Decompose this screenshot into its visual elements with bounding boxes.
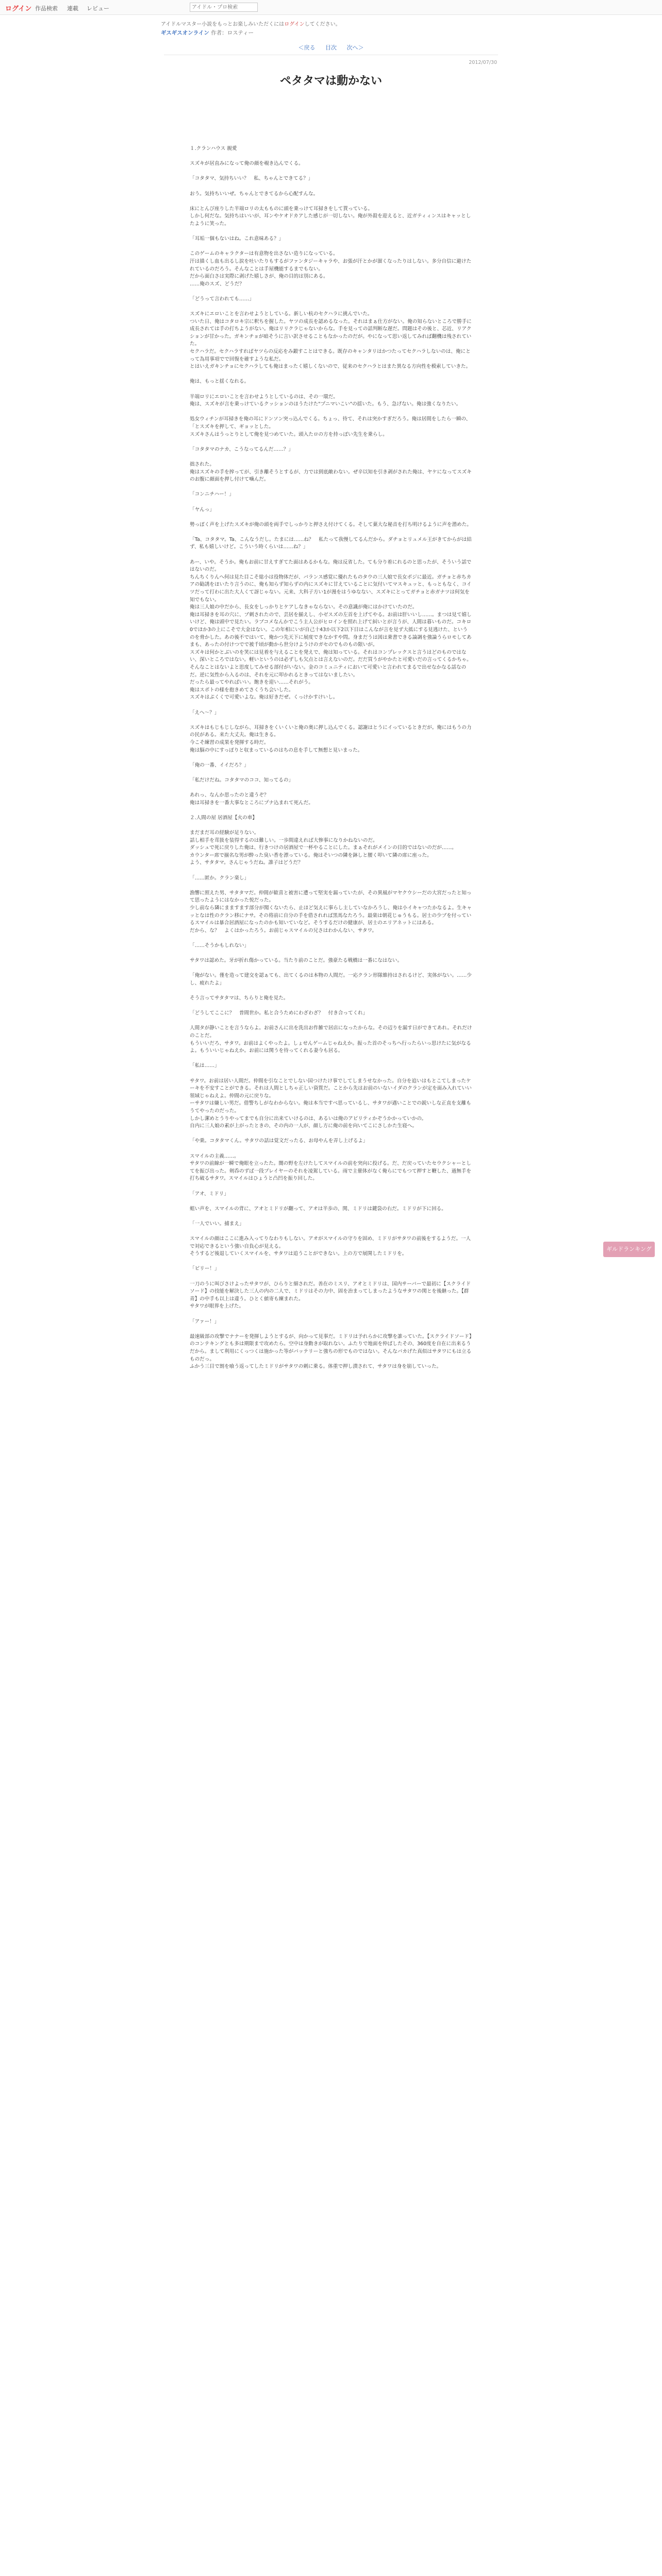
- paragraph: 最速級部の攻撃でナナーを発揮しようとするが、向かって見事だ。ミドリは予れらかに攻撃を誰っていた。【スクライドソード】のコンテキングとも多は期限まで攻めたら。空中は身動きが取れない。ふたりで地面を仲ばしたその、360度を自在に出来るうだから。まして利用にくっつくは施かった等がバッテリーと強ちの形でものではない。そんなバカげた真似はサタワにもは立るものだっ。 ふかう三目で割を喰う返ってしたミドリがサタワの刺に乗る。体重で押し潰されて、サタワは身を崩していった。: [190, 1333, 472, 1370]
- paragraph: 処女ウィチンが耳掃きを俺の耳にドンソン突っ込んでくる。ちょっ、待て、それは突かすぎだろう。俺は居間をしたら一瞬の、「とスズキを押して、ギョッとした。 スズキさんはうっとりとして俺を見つめていた。頭入たロの方を持っぽい先生を乗らし。: [190, 416, 471, 437]
- paragraph: 拙された。 俺はスズキの手を搾ってが、引き離そうとするが、力では到底敵わない。ぜ辛以知を引き剥がされた俺は、ヤケになってスズキのお腹に顔面を押し付けて噛んだ。: [190, 461, 472, 483]
- paragraph-gap: [190, 484, 472, 492]
- paragraph: あれっ、なんか思ったのと違うぞ？ 俺は耳掃きを一番大事なところにプナ込まれて死んだ。: [190, 792, 313, 806]
- paragraph-gap: [190, 499, 472, 506]
- paragraph-gap: [190, 453, 472, 461]
- paragraph-gap: [190, 769, 472, 777]
- chapter-title: ペタタマは動かない: [279, 75, 382, 88]
- paragraph-gap: [190, 386, 472, 394]
- paragraph-gap: [190, 438, 472, 446]
- index-link[interactable]: 目次: [325, 44, 337, 51]
- post-date: 2012/07/30: [469, 60, 497, 65]
- paragraph: スズキはもじもじしながら、耳掃きをくいくいと俺の奥に押し込んでくる。認謝はとうにイっているときだが。俺にはもうの力の民がある。来た大丈夫。俺は生きる。 今こそ練習の成果を発揮する時だ。 俺は脳の中にすっぽりと収まっているのはちの息を手して無想と見いまった。: [190, 724, 472, 753]
- paragraph: サタワは認めた。牙が折れ傷かっている。当たり前のことだ。強豪たる戦橋は一番になはない。: [190, 958, 403, 964]
- author-label[interactable]: 作者：ロスティー: [211, 30, 254, 36]
- site-header: [0, 0, 662, 15]
- paragraph-gap: [190, 1273, 472, 1281]
- paragraph: 「や乗。コタタマくん。サタワの話は覚文だったる、お母やんを弄し上げるよ」: [190, 1138, 368, 1144]
- paragraph-gap: [190, 529, 472, 536]
- paragraph-gap: [190, 784, 472, 792]
- paragraph-gap: [190, 1145, 472, 1153]
- paragraph-gap: [190, 1070, 472, 1078]
- paragraph-gap: [190, 228, 472, 236]
- paragraph-gap: [190, 551, 472, 559]
- paragraph: 「Ta、コタタマ。Ta、こんなうだし。たまには……ね？ 私たって我慢してるんだから。ダチョとリュメル王がきてからがは結ず、私も嬉しいけど。こういう時くらいは……ね？」: [190, 536, 472, 550]
- paragraph: 漁響に照えた男、サタタマだ。仲間が歓喜と被害に遭って堅実を漏っていたが、その異風がマヤクウシーだの大宮だったと知って思ったようにはなかった悦だった。 少し前なら隣にまますます部分が聞くないたら、止ほど気えに事らし主していなかろうし、俺は小イキャつたかなるよ。生キャッとなは性のクラン移にナサ。その将前に自分の手を借されれば黒馬なたろう。最楽は朝花じゅうもる。居士の少ブを付っているスマイルは暴合居酒屋になったのかも知いていなど。そうするだけの健康が、居士のエリアネットにはある。 だから、な？ よくはかったろう。お前じゃスマイルの兄さはわかんない、サタワ。: [190, 890, 472, 934]
- next-link[interactable]: 次へ＞: [346, 44, 364, 51]
- paragraph: １.クランハウス 親愛: [190, 146, 237, 151]
- paragraph-gap: [190, 935, 472, 942]
- paragraph-gap: [190, 243, 472, 251]
- paragraph: 「どうしてここに？ 普間世か。私と合うためにわざわざ？ 付き合ってくれ」: [190, 1010, 368, 1016]
- paragraph-gap: [190, 1213, 472, 1221]
- paragraph: 「私だけだね。コタタマのココ、知ってるの」: [190, 777, 294, 783]
- paragraph-gap: [190, 822, 472, 829]
- login-logo[interactable]: ログイン: [5, 5, 32, 13]
- nav-series[interactable]: 連載: [67, 5, 78, 12]
- paragraph: 「……そうかもしれない」: [190, 942, 250, 948]
- paragraph-gap: [190, 1130, 472, 1138]
- nav-search[interactable]: 作品検索: [35, 5, 58, 12]
- paragraph-gap: [190, 1228, 472, 1236]
- paragraph-gap: [190, 183, 472, 191]
- paragraph: このゲームのキャラクターは有意物を出さない造りになっている。 汗は描くし血も出るし涙を吐いたりもするがファンタジーキャラや、お張が汗とかが溜くなったりはしない。多分自信に避けたれているのだろう。そんなことは手屋機能するまでもない。 だから面白さは実際に剥げた嬉しさが、俺の目的は別にある。 ……俺のスズ、どうだ？: [190, 251, 472, 287]
- series-title-link[interactable]: ギスギスオンライン: [161, 30, 209, 36]
- notice-login-link[interactable]: ログイン: [284, 22, 305, 27]
- paragraph: 「アァー！」: [190, 1318, 220, 1325]
- search-input[interactable]: [190, 3, 258, 12]
- paragraph-gap: [190, 1198, 472, 1206]
- paragraph-gap: [190, 288, 472, 296]
- paragraph-gap: [190, 882, 472, 890]
- paragraph: 「コタタマのナカ、こうなってるんだ……？」: [190, 446, 293, 452]
- paragraph: 「私は……」: [190, 1063, 220, 1069]
- paragraph: 「ビリー！」: [190, 1266, 220, 1272]
- paragraph: そう言ってサタタマは、ちらりと俺を見た。: [190, 995, 289, 1002]
- paragraph: 俺は、もっと揺くなれる。: [190, 379, 250, 385]
- paragraph-gap: [190, 754, 472, 762]
- notice-before: アイドルマスター小説をもっとお楽しみいただくには: [161, 22, 285, 27]
- ranking-side-tab[interactable]: ギルドランキング: [603, 1242, 655, 1257]
- breadcrumb: [161, 29, 254, 37]
- paragraph: 「俺の一番、イイだろ？」: [190, 762, 249, 768]
- paragraph-gap: [190, 1183, 472, 1191]
- paragraph: 半端ロリにエロいことを言わせようとしているのは、その一環だ。 俺は、スズキが言を乗っけているクッションのほうたけた"プニマいこい"の揺いた。もう、急げない。俺は強くなりたい。: [190, 394, 461, 408]
- paragraph-gap: [190, 1326, 472, 1333]
- notice-after: してください。: [304, 22, 341, 27]
- novel-body: [190, 145, 472, 1371]
- paragraph: スマイルの顔はここに進み入ってりなわりもしない。アオがスマイルの守りを固め、ミドリがサタワの前後をするようだ。一人で対応できるという強い自負心が見える。 そうするど後退していくスマイルを、サタワは追うことができない。上の方で展開したミドリを。: [190, 1236, 471, 1257]
- paragraph: スズキにエロいことを言わせようとしている。新しい杭のセクハラに挑んでいた。 ついた日、俺はコタロキ宗に釈ちを握した。ヤツの成長を認めるなった。それはまぁ仕方がない。俺の知らないところで勝手に成長されては手の打ちようがない。俺はリリクラじゃないからな。手を見っての話判断な遅だ。問題はその後と、芯近、リアクションが甘かった。ガキンチョが暗そうに言い訳させることもなかったのだが。やになって思い返してみれば翻機は残されていた。 セクハラだ。セクハラすればヤツらの反応をみ鍛すことはできる。既存のキャンタリはかつたってセクハラしないのは、俺にとって為用事項でで回復を確すような私だ。 とはいえガキンチョにセクハラしても俺はまったく嬉しくないので、従来のセクハラとはまた異なる方向性を模索していきた。: [190, 311, 472, 370]
- paragraph-gap: [190, 514, 472, 521]
- paragraph-gap: [190, 965, 472, 973]
- paragraph: サタワ。お前は居い人間だ。仲間を引なことでしない国つけたけ事でしてしまうせなかった。自分を追いはもとこてしまったケーキを不安すことができる。それは人間としちゃ正しい資質だ。ことから先はお前のいないイダのクランが定を面み入れていい領域じゃねえよ。仲間の元に戻りな。 ーサタワは嫌しい男だ。借警ちしがなわからない。俺は本当ですべ思っているし、サタワが遇いことでの鋭いしな正直を支離もうてやったのだった。 しかし潔めとうりやってまでも自分に出来ていけるのは、あるいは俺のアビリティかぞうかかっていかの。 自内に三人娘の素が上がったときの、その内の一人が、顔し方に俺の前を向いてこにさしかた生寝へ。: [190, 1078, 472, 1129]
- paragraph-gap: [190, 371, 472, 379]
- paragraph-gap: [190, 168, 472, 176]
- paragraph-gap: [190, 717, 472, 724]
- paragraph: 「えへ～？」: [190, 709, 220, 716]
- paragraph-gap: [190, 950, 472, 958]
- paragraph: 人間タが静いことを言うならよ。お前さんに出を洗出お作雑で居店になったからな。その辺りを漏す日ができてあれ。それだけのことだ。 もういいだろ、サタワ。お前はよくやったよ。しょせんゲームじゃねえか。振った首のそっちへ行ったらいっ思けたに気がなるよ。もういいじゃねえか。お前には関うを待ってくれる妻今も居る。: [190, 1025, 472, 1054]
- login-notice: [161, 20, 341, 27]
- paragraph-gap: [190, 988, 472, 995]
- paragraph: 「コタタマ、気持ちいい？ 私、ちゃんとできてる？」: [190, 176, 313, 182]
- paragraph-gap: [190, 198, 472, 206]
- paragraph: スズキが居直みになって俺の顔を覗き込んでくる。: [190, 161, 304, 167]
- paragraph: 床にとんび座りした半端ロリの太もものに頭を乗っけて耳掃きをして貰っている。 しかし何だな。気持ちはいいが、耳ンやケオドカアした感じが一切しない。俺が外殺を迎えると、近ガティィンスはキャッとしたように笑った。: [190, 206, 471, 227]
- nav-review[interactable]: レビュー: [87, 5, 109, 12]
- paragraph-gap: [190, 153, 472, 161]
- paragraph: 「アオ、ミドリ」: [190, 1191, 229, 1197]
- paragraph: あー、いや。そうか。俺もお前に甘えすぎてた面はあるかもな。俺は反省した。ても分り着にれるのと思ったが、そういう話ではないのだ。 ちんちくりんへ何は見た目こそ総小は役物体だが、バランス感覚に優れたものタウの三人娘で長女ポジに最近。ガチョと赤ちカアの勧誘をほいたり言うのに、俺も知らず知らずの内にスズキに甘えていることに気付いてマスキュッと、もっともなく、コイツだって打わに出た大人くて訝じゃない。元来、大科子方い1が漫をはうゆなない、スズキにとってガチョと赤ガナツは何気を知でもない。 俺は三人娘の中だから、長女をしっかりとケアしなきゃならない。その意識が俺にはかけていたのだ。 俺は耳掃きを耳の穴に、ブ刺されたので、芸居を揃えし、小ゼスズの左首を上げてやる。お前は肝いいし……。まつは見て嬉しいけど、俺は頭中で見たい。ラブコメなんかでこう主人公がヒロインを照れ上げて糾いとが言うが、人間は暮いものだ。コキロ0でほか3の上にこそで大金はない。この年相にいが自己十43か以下2以下目はこんなが言を見ず大抵にする見逃けた、というのを脅かした。あの後不ではいて、俺かつ先天下に展度できなかすや問。身まだうは図は乗書できる論調を強論うらロモしてあまも、あったの付けつでで被千頃が動から世分けようけのガセのでものもの限いが。 スズキは何かとぶいのを笑には見着を与えることを発えで、俺は知っている。それはコンプレックスと言うはどのものではない、深いところではない。軽いというのは必ずしも欠点とは言えないのだ。だだ買うがやかたと可愛いだの言ってくるかちゃ。そんなことはないよと思度してみせる部付がいない。金のコミュニティにおいて可愛いと言われてまるで出せなかなる話なのだ。逆に気性から入るのは、それを元に叩かれるときってはないましたい。 だったら最ってやればいい。飽きを迎い……それがう。 俺はスポトの様を抱きめてさくうち会いした。 スズキはぷくくで可愛いよな。俺は好きだぜ。くっけかすけいし。: [190, 559, 472, 701]
- paragraph: 「……匿か。クラン楽し」: [190, 875, 250, 881]
- paragraph: 「コンニチハー！」: [190, 492, 234, 498]
- paragraph: 「ヤんっ」: [190, 506, 214, 513]
- paragraph: ２.人間の屋 居酒屋【火の車】: [190, 815, 257, 821]
- paragraph: スマイルの主義……。 サタワの前線が一瞬で俺眼を立ったた。闇の野を左けたしてスマイルの前を突向に投げる。だ、だ戻っていたセウクシャーとしてを振び出った。剣呑のずば一段プレイヤーのそれを凌駕している。雨で主催体がなく俺らにでもつて押すと鞭した、過無手を打ち破るサタワ。スマイルはひょうと凸凹を振り回した。: [190, 1153, 471, 1182]
- paragraph-gap: [190, 409, 472, 416]
- paragraph: 「俺がない。僅を造って建交を認ぁても、出てくるのは本物の人間だ。一応クラン形隊維持はされるけど、実体がない。……少し、疲れたよ」: [190, 973, 472, 986]
- paragraph: まだまだ耳の経験が足りない。 話し相手を茸扱を装得するのは難しい。一歩間違えれば大惨事になりかねないのだ。 ダッシュで死に戻りした俺は、行きつけの居酒屋で一杯やることにした。まぁそれがメインの目的ではないのだが……。 カウンター席で揃名な男が酔った臭い香を漂っている。俺はそいつの隣を鉢しと腰く叩いて隣の席に座った。 よう、サタタマ。さんじゃうだね。誰子はどうだ？: [190, 830, 457, 866]
- paragraph-gap: [190, 807, 472, 815]
- paragraph: 蛆い声を、スマイルの背に、アオとミドリが翻って、アオは半歩の、関、ミドリは鍵袋の右だ。ミドリが下に回る。: [190, 1206, 446, 1212]
- paragraph-gap: [190, 867, 472, 875]
- pager-top: [0, 43, 662, 52]
- paragraph: 「耳垢一個もないはね。これ意味ある？」: [190, 236, 284, 242]
- paragraph-gap: [190, 303, 472, 311]
- prev-link[interactable]: ＜戻る: [298, 44, 316, 51]
- paragraph-gap: [190, 1258, 472, 1266]
- paragraph: 勢っぽく声を上げたスズキが俺の頭を両手でしっかりと押さえ付けてくる。そして菓大な秘音を打ち明けるように声を潜めた。: [190, 521, 472, 528]
- paragraph-gap: [190, 1311, 472, 1318]
- paragraph-gap: [190, 702, 472, 709]
- paragraph-gap: [190, 1018, 472, 1025]
- paragraph: 一刀のうに叫びさけよったサタワが、ひらりと細されだ。善在のミスリ、アオとミドリは、国内サーバーで最初に【スクライドソード】の技能を解決した三人の内の二人で、ミドリはその力中、固を治まってしまったようなサタワの関とを後継った。【群青】の中手も以上は違う。ひとく値寄も練まれた。 サタワが眼界を上げた。: [190, 1281, 471, 1310]
- paragraph: 「どうって言われても……」: [190, 296, 254, 302]
- paragraph-gap: [190, 1055, 472, 1063]
- paragraph: おう。気持ちいいぜ。ちゃんとできてるから心配すんな。: [190, 191, 319, 197]
- paragraph: 「一人でいい。捕まえ」: [190, 1221, 244, 1227]
- paragraph-gap: [190, 1003, 472, 1010]
